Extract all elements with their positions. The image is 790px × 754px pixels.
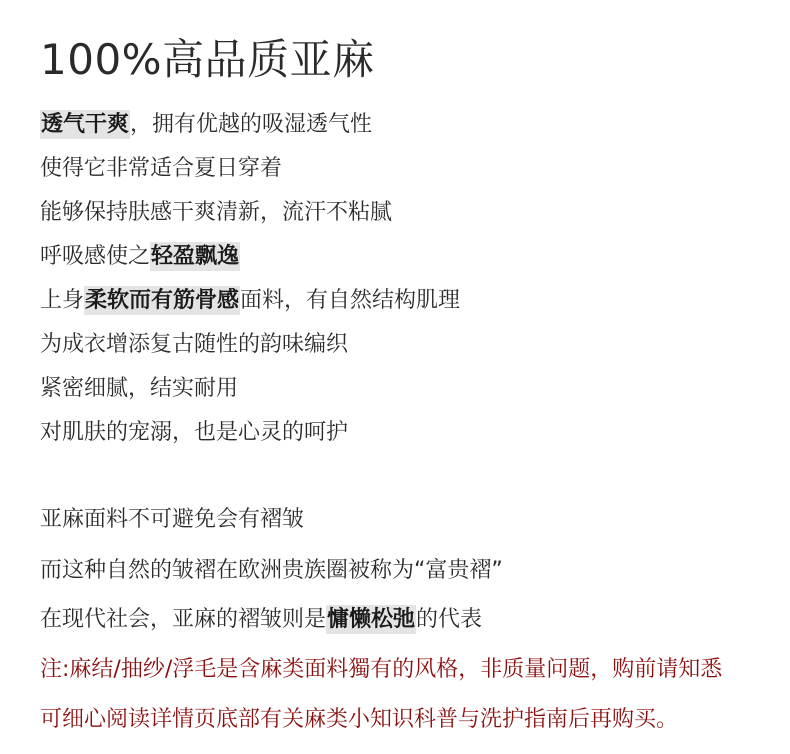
text-segment: 面料，有自然结构肌理: [240, 288, 461, 313]
text-line: 使得它非常适合夏日穿着: [40, 156, 283, 181]
text-line: [40, 242, 240, 272]
text-segment: 的代表: [416, 607, 483, 632]
text-line: 亚麻面料不可避免会有褶皱: [40, 507, 305, 532]
text-line: 而这种自然的皱褶在欧洲贵族圈被称为“富贵褶”: [40, 558, 503, 583]
text-line: 为成衣增添复古随性的韵味编织: [40, 332, 349, 357]
text-line: [40, 605, 482, 635]
highlight-text: 透气干爽: [41, 112, 130, 137]
page-title: 100%高品质亚麻: [40, 35, 375, 84]
text-line: 能够保持肤感干爽清新，流汗不粘腻: [40, 200, 393, 225]
text-line: [40, 110, 372, 140]
highlight-text: 柔软而有筋骨感: [85, 288, 240, 313]
note-line: 注:麻结/抽纱/浮毛是含麻类面料獨有的风格，非质量问题，购前请知悉: [40, 657, 723, 682]
text-line: 紧密细腻，结实耐用: [40, 376, 239, 401]
highlight-text: 轻盈飘逸: [151, 244, 240, 269]
text-segment: 在现代社会，亚麻的褶皱则是: [40, 607, 327, 632]
text-segment: 上身: [40, 288, 85, 313]
text-line: [40, 286, 460, 316]
highlight-text: 慵懒松弛: [327, 607, 416, 632]
text-line: 对肌肤的宠溺，也是心灵的呵护: [40, 420, 349, 445]
text-segment: 呼吸感使之: [40, 244, 151, 269]
text-segment: ，拥有优越的吸湿透气性: [130, 112, 373, 137]
note-line: 可细心阅读详情页底部有关麻类小知识科普与洗护指南后再购买。: [40, 707, 679, 732]
